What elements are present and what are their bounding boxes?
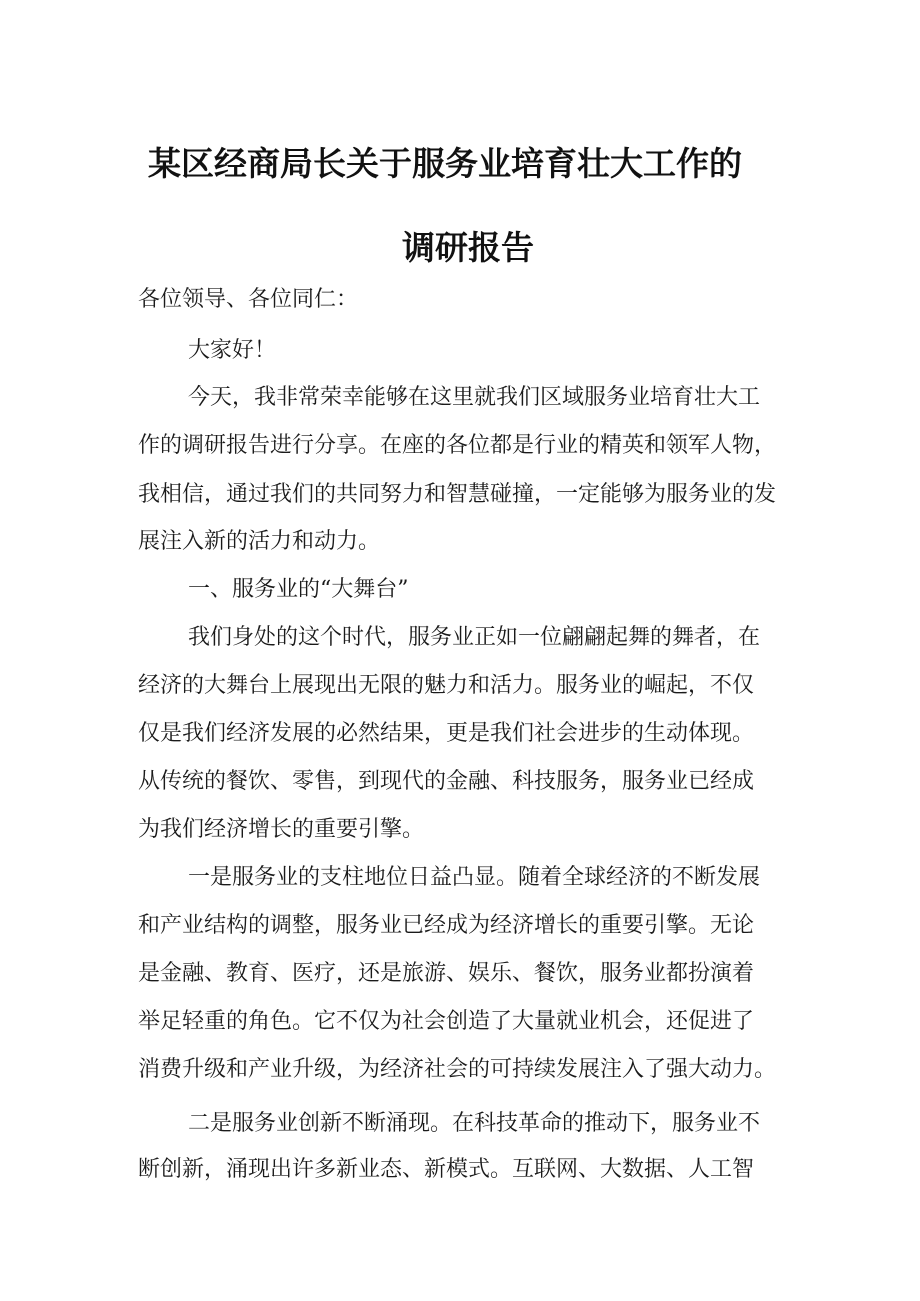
section-heading-1: 一、服务业的“大舞台” (188, 577, 409, 602)
report-title-line-2: 调研报告 (402, 228, 534, 267)
paragraph-2-line-2: 经济的大舞台上展现出无限的魅力和活力。服务业的崛起，不仅 (138, 673, 755, 698)
paragraph-2-line-4: 从传统的餐饮、零售，到现代的金融、科技服务，服务业已经成 (138, 769, 755, 794)
paragraph-2-line-3: 仅是我们经济发展的必然结果，更是我们社会进步的生动体现。 (138, 721, 755, 746)
paragraph-3-line-4: 举足轻重的角色。它不仅为社会创造了大量就业机会，还促进了 (138, 1009, 755, 1034)
paragraph-4-line-1: 二是服务业创新不断涌现。在科技革命的推动下，服务业不 (188, 1111, 761, 1136)
paragraph-3-line-3: 是金融、教育、医疗，还是旅游、娱乐、餐饮，服务业都扮演着 (138, 961, 755, 986)
report-title-line-1: 某区经商局长关于服务业培育壮大工作的 (148, 144, 742, 183)
paragraph-3-line-5: 消费升级和产业升级，为经济社会的可持续发展注入了强大动力。 (138, 1057, 777, 1082)
paragraph-1-line-1: 今天，我非常荣幸能够在这里就我们区域服务业培育壮大工 (188, 385, 761, 410)
paragraph-3-line-1: 一是服务业的支柱地位日益凸显。随着全球经济的不断发展 (188, 865, 761, 890)
salutation: 各位领导、各位同仁： (138, 287, 359, 312)
paragraph-1-line-2: 作的调研报告进行分享。在座的各位都是行业的精英和领军人物， (138, 433, 777, 458)
greeting: 大家好！ (188, 338, 277, 363)
paragraph-4-line-2: 断创新，涌现出许多新业态、新模式。互联网、大数据、人工智 (138, 1157, 755, 1182)
paragraph-3-line-2: 和产业结构的调整，服务业已经成为经济增长的重要引擎。无论 (138, 913, 755, 938)
paragraph-2-line-5: 为我们经济增长的重要引擎。 (138, 817, 425, 842)
paragraph-1-line-3: 我相信，通过我们的共同努力和智慧碰撞，一定能够为服务业的发 (138, 482, 777, 507)
paragraph-1-line-4: 展注入新的活力和动力。 (138, 529, 381, 554)
paragraph-2-line-1: 我们身处的这个时代，服务业正如一位翩翩起舞的舞者，在 (188, 625, 761, 650)
